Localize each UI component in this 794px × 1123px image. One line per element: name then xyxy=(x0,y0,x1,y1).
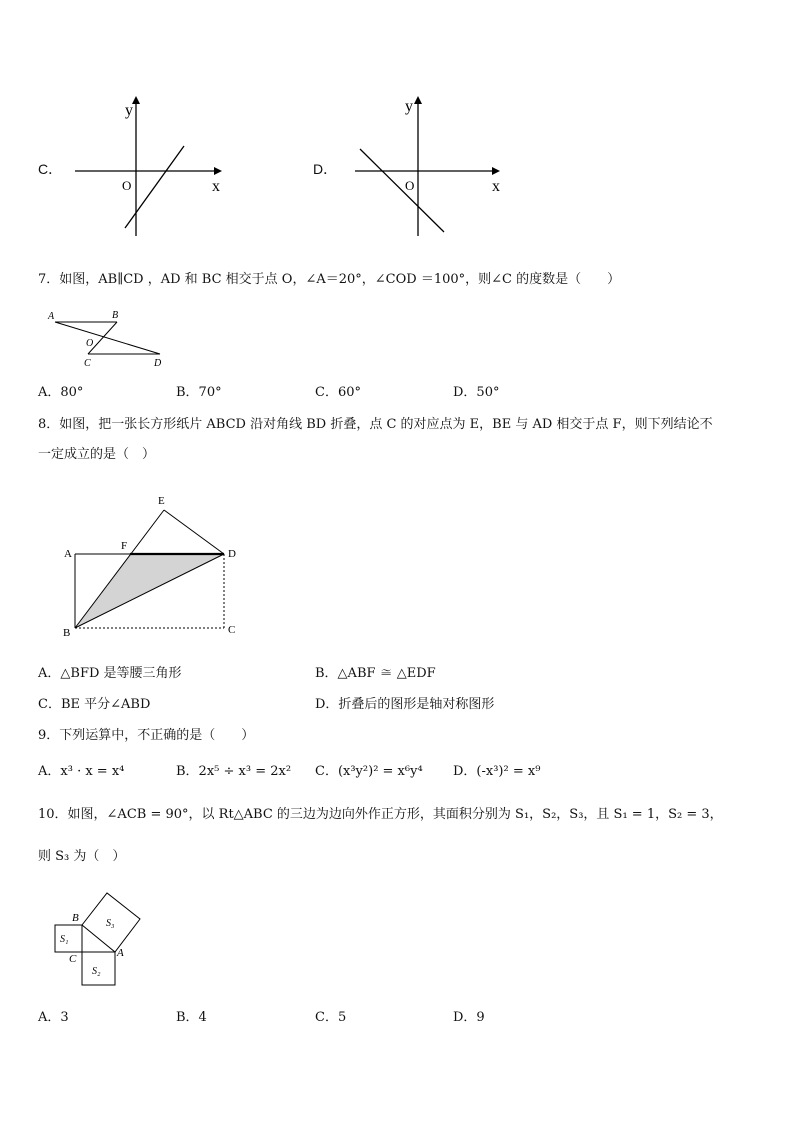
label-s1: S₁ xyxy=(60,934,69,945)
q9-option-a[interactable]: A．x³ · x = x⁴ xyxy=(38,764,125,779)
q10-option-b[interactable]: B．4 xyxy=(176,1010,207,1025)
q10-stem-line2: 则 S₃ 为（ ） xyxy=(38,849,126,864)
q9-stem: 9．下列运算中，不正确的是（ ） xyxy=(38,728,255,743)
q7-stem: 7．如图，AB∥CD ，AD 和 BC 相交于点 O，∠A＝20°，∠COD ＝100°，则∠C 的度数是（ ） xyxy=(38,272,621,287)
option-c-label: C． xyxy=(38,161,63,177)
q10-option-a[interactable]: A．3 xyxy=(38,1010,69,1025)
pt-c: C xyxy=(84,358,91,369)
q8-option-a[interactable]: A．△BFD 是等腰三角形 xyxy=(38,666,182,681)
label-s3: S₃ xyxy=(106,918,115,929)
q10-stem-line1: 10．如图，∠ACB = 90°，以 Rt△ABC 的三边为边向外作正方形，其面积分别为 S₁，S₂，S₃，且 S₁ = 1，S₂ = 3， xyxy=(38,807,723,822)
q8-option-d[interactable]: D．折叠后的图形是轴对称图形 xyxy=(315,697,495,712)
y-label-d: y xyxy=(405,98,413,115)
pt-b: B xyxy=(112,310,119,321)
pt-d: D xyxy=(228,548,236,560)
pt-d: D xyxy=(154,358,162,369)
pt-a: A xyxy=(48,311,55,322)
q8-option-b[interactable]: B．△ABF ≅ △EDF xyxy=(315,666,436,681)
option-d-label: D． xyxy=(313,161,338,177)
q8-option-c[interactable]: C．BE 平分∠ABD xyxy=(38,697,151,712)
q9-option-c[interactable]: C．(x³y²)² = x⁶y⁴ xyxy=(315,764,423,779)
q7-option-b[interactable]: B．70° xyxy=(176,385,222,400)
q7-option-c[interactable]: C．60° xyxy=(315,385,361,400)
pt-f: F xyxy=(121,540,128,552)
q10-option-c[interactable]: C．5 xyxy=(315,1010,347,1025)
pt-c: C xyxy=(228,624,236,636)
q10-option-d[interactable]: D．9 xyxy=(453,1010,485,1025)
o-label-d: O xyxy=(405,178,415,193)
q8-stem-line1: 8．如图，把一张长方形纸片 ABCD 沿对角线 BD 折叠，点 C 的对应点为 E，BE 与 AD 相交于点 F，则下列结论不 xyxy=(38,417,713,432)
pt-b: B xyxy=(72,912,79,924)
x-label-c: x xyxy=(212,178,220,195)
q7-option-a[interactable]: A．80° xyxy=(38,385,84,400)
pt-o: O xyxy=(86,338,94,349)
pt-b: B xyxy=(63,627,71,639)
pt-a: A xyxy=(64,548,72,560)
pt-c: C xyxy=(69,953,77,965)
q9-option-b[interactable]: B．2x⁵ ÷ x³ = 2x² xyxy=(176,764,292,779)
pt-e: E xyxy=(158,495,165,507)
o-label-c: O xyxy=(122,178,132,193)
pt-a: A xyxy=(117,947,124,959)
label-s2: S₂ xyxy=(92,966,101,977)
q7-option-d[interactable]: D．50° xyxy=(453,385,500,400)
q9-option-d[interactable]: D．(-x³)² = x⁹ xyxy=(453,764,541,779)
q8-stem-line2: 一定成立的是（ ） xyxy=(38,447,156,462)
y-label-c: y xyxy=(125,102,133,119)
x-label-d: x xyxy=(492,178,500,195)
